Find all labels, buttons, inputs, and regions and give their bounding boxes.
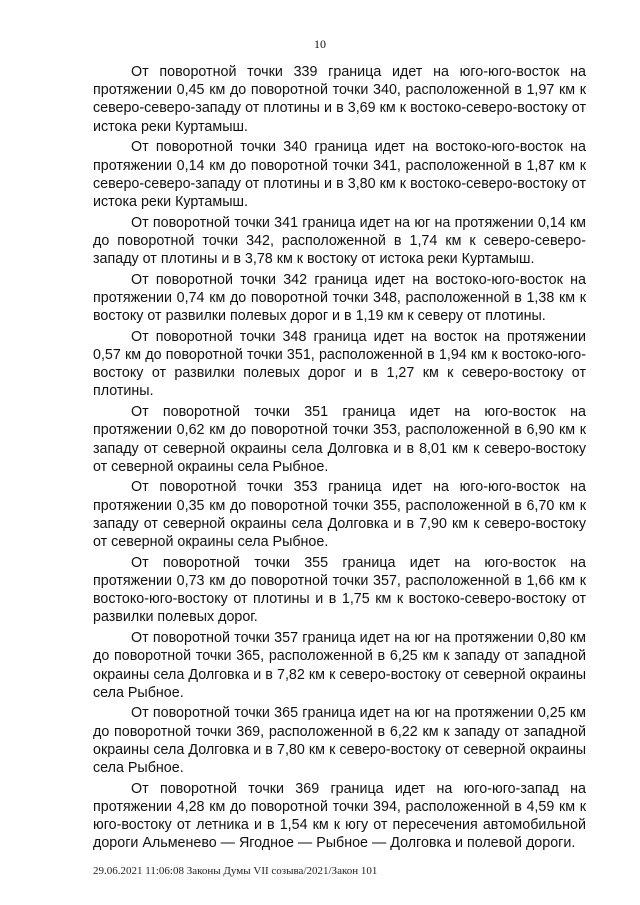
paragraph: От поворотной точки 355 граница идет на юго-восток на протяжении 0,73 км до поворотной точки 357, расположенной в 1,66 км к востоко-юго-востоку от плотины и в 1,75 км к востоко-северо-востоку от развилки полевых дорог. <box>93 554 586 626</box>
paragraph: От поворотной точки 365 граница идет на юг на протяжении 0,25 км до поворотной точки 369, расположенной в 6,22 км к западу от западной окраины села Долговка и в 7,80 км к северо-востоку от северной окраины села Рыбное. <box>93 705 586 777</box>
document-footer: 29.06.2021 11:06:08 Законы Думы VII созыва/2021/Закон 101 <box>93 865 378 877</box>
paragraph: От поворотной точки 341 граница идет на юг на протяжении 0,14 км до поворотной точки 342, расположенной в 1,74 км к северо-северо-западу от плотины и в 3,78 км к востоку от истока реки Куртамыш. <box>93 214 586 268</box>
paragraph: От поворотной точки 369 граница идет на юго-юго-запад на протяжении 4,28 км до поворотной точки 394, расположенной в 4,59 км к юго-востоку от летника и в 1,54 км к югу от пересечения автомобильной дороги Альменево — Ягодное — Рыбное — Долговка и полевой дороги. <box>93 780 586 852</box>
page-number: 10 <box>314 37 326 51</box>
paragraph: От поворотной точки 339 граница идет на юго-юго-восток на протяжении 0,45 км до поворотной точки 340, расположенной в 1,97 км к северо-северо-западу от плотины и в 3,69 км к востоко-северо-востоку от истока реки Куртамыш. <box>93 64 586 135</box>
paragraph: От поворотной точки 348 граница идет на восток на протяжении 0,57 км до поворотной точки 351, расположенной в 1,94 км к востоко-юго-востоку от развилки полевых дорог и в 1,27 км к северо-востоку от плотины. <box>93 328 586 400</box>
paragraph: От поворотной точки 342 граница идет на востоко-юго-восток на протяжении 0,74 км до поворотной точки 348, расположенной в 1,38 км к востоку от развилки полевых дорог и в 1,19 км к северу от плотины. <box>93 271 586 325</box>
document-body <box>93 63 586 855</box>
paragraph: От поворотной точки 357 граница идет на юг на протяжении 0,80 км до поворотной точки 365, расположенной в 6,25 км к западу от западной окраины села Долговка и в 7,82 км к северо-востоку от северной окраины села Рыбное. <box>93 630 586 701</box>
paragraph: От поворотной точки 353 граница идет на юго-юго-восток на протяжении 0,35 км до поворотной точки 355, расположенной в 6,70 км к западу от северной окраины села Долговка и в 7,90 км к северо-востоку от северной окраины села Рыбное. <box>93 479 586 551</box>
paragraph: От поворотной точки 351 граница идет на юго-восток на протяжении 0,62 км до поворотной точки 353, расположенной в 6,90 км к западу от северной окраины села Долговка и в 8,01 км к северо-востоку от северной окраины села Рыбное. <box>93 404 586 475</box>
paragraph: От поворотной точки 340 граница идет на востоко-юго-восток на протяжении 0,14 км до поворотной точки 341, расположенной в 1,87 км к северо-северо-западу от плотины и в 3,80 км к востоко-северо-востоку от истока реки Куртамыш. <box>93 139 586 210</box>
